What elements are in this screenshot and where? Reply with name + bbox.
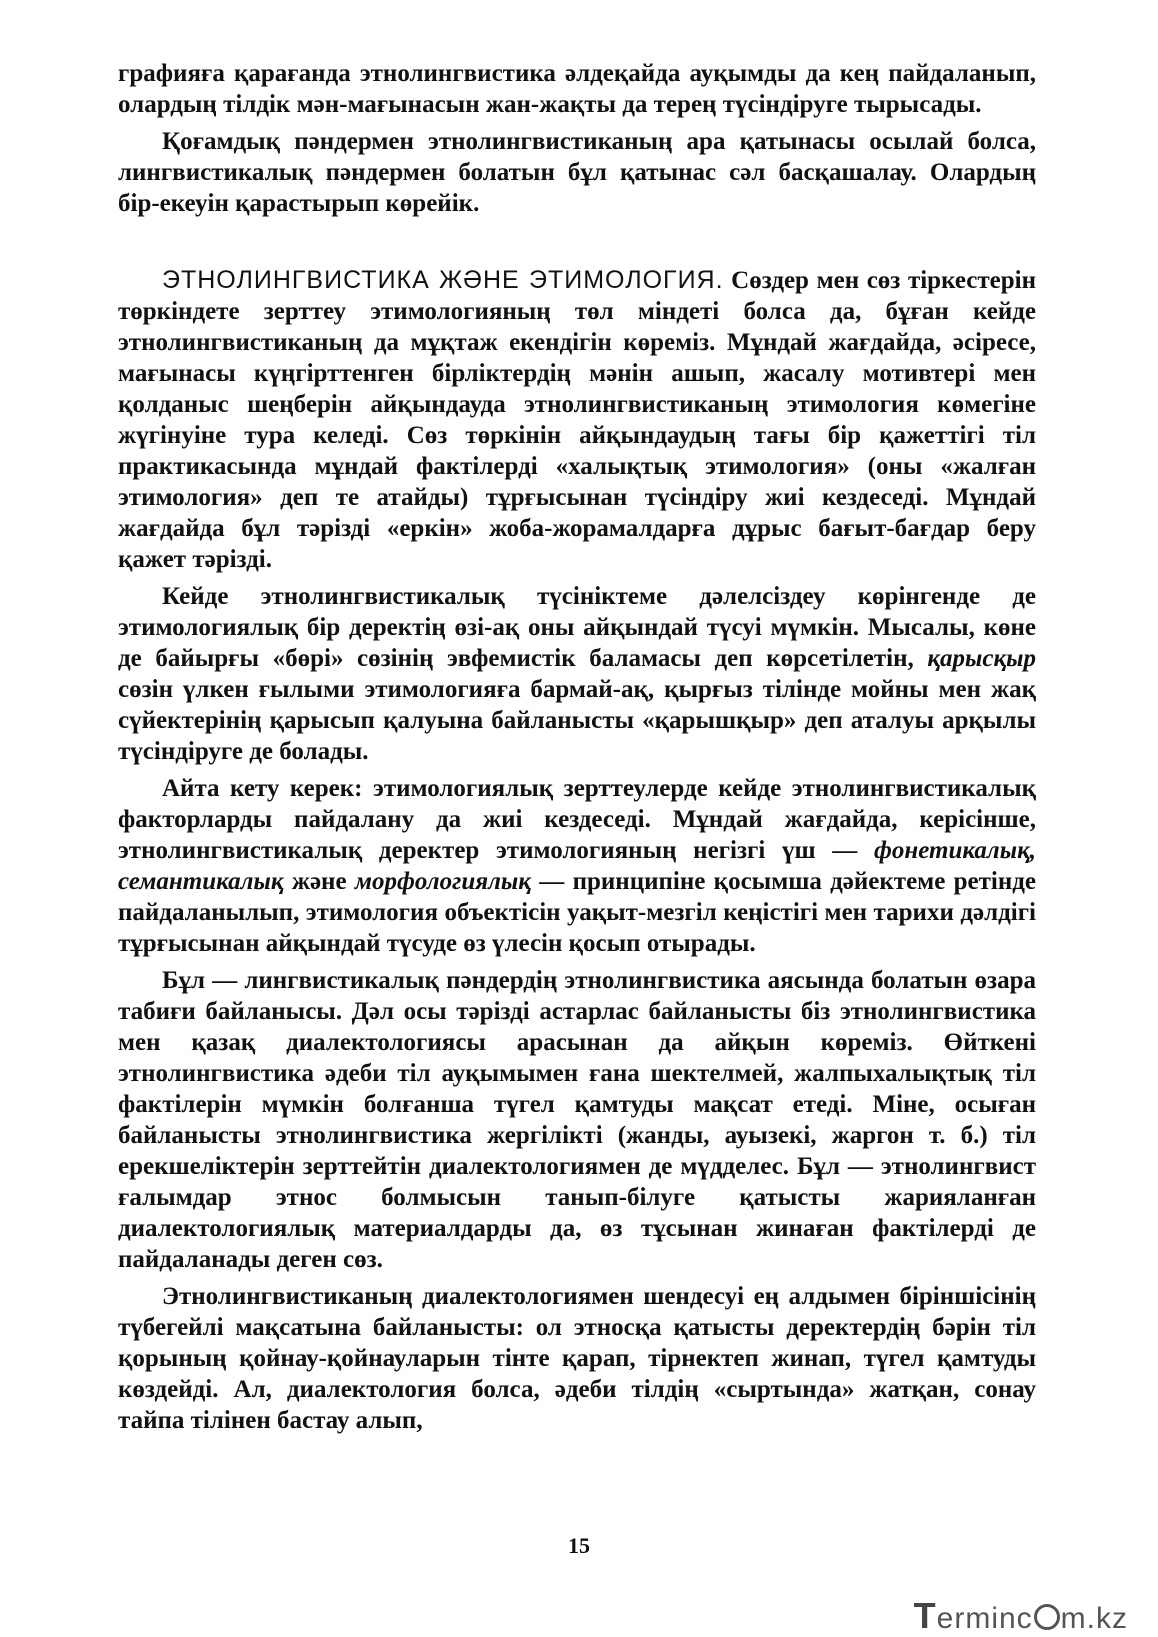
- paragraph-5: Бұл — лингвистикалық пәндердің этнолингвистика аясында болатын өзара табиғи байланысы. Дәл осы тәрізді астарлас байланысты біз этнолингвистика мен қазақ диалектологиясы арасынан да айқын көреміз. Өйткені этнолингвистика әдеби тіл ауқымымен ғана шектелмей, жалпыхалықтық тіл фактілерін мүмкін болғанша түгел қамтуды мақсат етеді. Міне, осыған байланысты этнолингвистика жергілікті (жанды, ауызекі, жаргон т. б.) тіл ерекшеліктерін зерттейтін диалектологиямен де мүдделес. Бұл — этнолингвист ғалымдар этнос болмысын танып-білуге қатысты жарияланған диалектологиялық материалдарды да, өз тұсынан жинаған фактілерді де пайдаланады деген сөз.: [118, 967, 1036, 1273]
- watermark-t: T: [913, 1595, 937, 1636]
- paragraph-4-italic-1: фонетикалық, семантикалық: [118, 837, 1036, 895]
- paragraph-3-italic: қарысқыр: [927, 645, 1036, 672]
- paragraph-4-text-a: Айта кету керек: этимологиялық зерттеулерде кейде этнолингвистикалық факторларды пайдалану да жиі кездеседі. Мұндай жағдайда, керісінше, этнолингвистикалық деректер этимологияның негізгі үш —: [118, 775, 1036, 864]
- paragraph-4-text-mid: және: [283, 868, 355, 895]
- watermark-text-3: m.kz: [1060, 1602, 1128, 1635]
- paragraph-4-text-b: — принципіне қосымша дәйектеме ретінде пайдаланылып, этимология объектісін уақыт-мезгіл кеңістігі мен тарихи дәлдігі тұрғысынан айқындай түсуде өз үлесін қосып отырады.: [118, 868, 1036, 957]
- section-gap: [118, 225, 1036, 265]
- page-body: [118, 58, 1036, 1442]
- paragraph-4: [118, 773, 1036, 959]
- paragraph-6: Этнолингвистиканың диалектологиямен шендесуі ең алдымен біріншісінің түбегейлі мақсатына байланысты: ол этносқа қатысты деректердің бәрін тіл қорының қойнау-қойнауларын тінте қарап, тірнектеп жинап, түгел қамтуды көздейді. Ал, диалектология болса, әдеби тілдің «сыртында» жатқан, сонау тайпа тілінен бастау алып,: [118, 1283, 1036, 1434]
- watermark-text-1: ermin: [936, 1602, 1017, 1635]
- paragraph-3-text-a: Кейде этнолингвистикалық түсініктеме дәлелсіздеу көрінгенде де этимологиялық бір деректің өзі-ақ оны айқындай түсуі мүмкін. Мысалы, көне де байырғы «бөрі» сөзінің эвфемистік баламасы деп көрсетілетін,: [118, 583, 1036, 672]
- watermark-text-2: c: [1016, 1602, 1033, 1635]
- section-heading: ЭТНОЛИНГВИСТИКА ЖӘНЕ ЭТИМОЛОГИЯ.: [162, 266, 724, 294]
- paragraph-1: графияға қарағанда этнолингвистика әлдеқайда ауқымды да кең пайдаланып, олардың тілдік мән-мағынасын жан-жақты да терең түсіндіруге тырысады.: [118, 60, 1036, 118]
- paragraph-4-italic-2: морфологиялық: [354, 868, 531, 895]
- paragraph-3-text-b: сөзін үлкен ғылыми этимологияға бармай-ақ, қырғыз тілінде мойны мен жақ сүйектерінің қарысып қалуына байланысты «қарышқыр» деп аталуы арқылы түсіндіруге де болады.: [118, 676, 1036, 765]
- paragraph-2: Қоғамдық пәндермен этнолингвистиканың ара қатынасы осылай болса, лингвистикалық пәндермен болатын бұл қатынас сәл басқашалау. Олардың бір-екеуін қарастырып көрейік.: [118, 128, 1036, 217]
- watermark-logo: [914, 1595, 1128, 1637]
- paragraph-3: [118, 581, 1036, 767]
- watermark-o-icon: [1034, 1604, 1060, 1630]
- page-number: 15: [568, 1533, 590, 1558]
- section-paragraph-text: Сөздер мен сөз тіркестерін төркіндете зерттеу этимологияның төл міндеті болса да, бұған кейде этнолингвистиканың да мұқтаж екендігін көреміз. Мұндай жағдайда, әсіресе, мағынасы күңгірттенген бірліктердің мәнін ашып, жасалу мотивтері мен қолданыс шеңберін айқындауда этнолингвистиканың этимология көмегіне жүгінуіне тура келеді. Сөз төркінін айқындаудың тағы бір қажеттігі тіл практикасында мұндай фактілерді «халықтық этимология» (оны «жалған этимология» деп те атайды) тұрғысынан түсіндіру жиі кездеседі. Мұндай жағдайда бұл тәрізді «еркін» жоба-жорамалдарға дұрыс бағыт-бағдар беру қажет тәрізді.: [118, 267, 1036, 573]
- section-paragraph: [118, 265, 1036, 575]
